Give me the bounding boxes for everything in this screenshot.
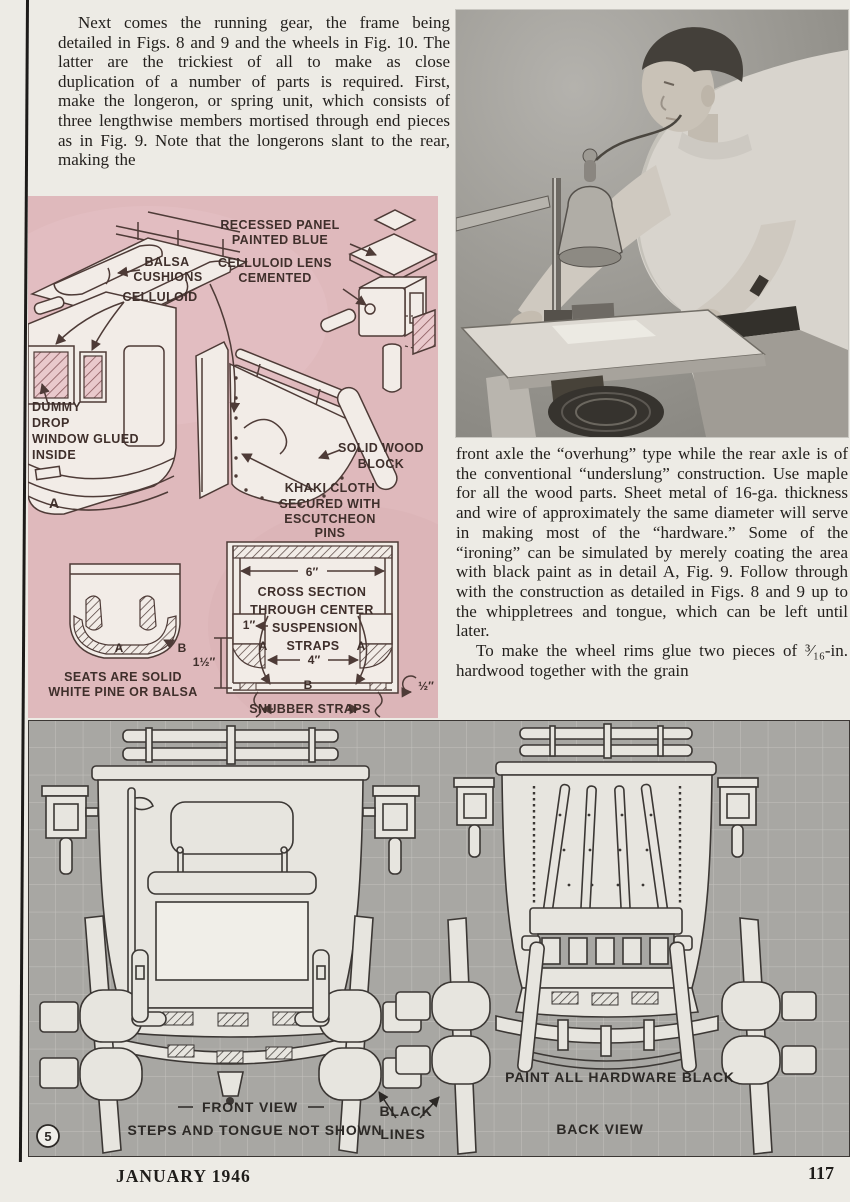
label-seats-line1: SEATS ARE SOLID bbox=[64, 670, 182, 684]
label-strap-a-right: A bbox=[356, 639, 366, 653]
article-paragraph-right-1: front axle the “overhung” type while the rear axle is of the conventional “underslung” construction. Use maple for all the wood parts. Sheet metal of 16-ga. thickness and wire of approximately the same diameter will serve in making most of the “hardware.” Some of the “ironing” can be simulated by merely coating the area with black paint as in detail A, Fig. 9. Follow through with the construction as detailed in Figs. 8 and 9 up to the whippletrees and tongue, which can be left until later. bbox=[456, 444, 848, 641]
label-strap-a-left: A bbox=[258, 639, 268, 653]
label-seat-a: A bbox=[114, 641, 124, 655]
figure-5-diagram bbox=[28, 720, 850, 1157]
label-lines: LINES bbox=[380, 1126, 426, 1142]
label-seats-line2: WHITE PINE OR BALSA bbox=[48, 685, 198, 699]
label-section-title-line1: CROSS SECTION bbox=[257, 585, 367, 599]
label-celluloid-lens-line2: CEMENTED bbox=[238, 271, 312, 285]
footer-issue-date: JANUARY 1946 bbox=[116, 1166, 251, 1186]
label-celluloid-lens-line1: CELLULOID LENS bbox=[218, 256, 332, 270]
label-khaki-line3: ESCUTCHEON bbox=[284, 512, 376, 526]
seat-section-drawing bbox=[70, 564, 180, 658]
label-balsa-line2: CUSHIONS bbox=[133, 270, 203, 284]
label-balsa-line1: BALSA bbox=[144, 255, 190, 269]
label-suspension-line2: STRAPS bbox=[286, 639, 340, 653]
label-solid-wood-line2: BLOCK bbox=[357, 457, 405, 471]
label-khaki-line4: PINS bbox=[314, 526, 346, 540]
article-paragraph-left: Next comes the running gear, the frame being detailed in Figs. 8 and 9 and the wheels in Fig. 10. The latter are the trickiest of all to make as close duplication of a number of parts is required. First, make the longeron, or spring unit, which consists of three lengthwise members mortised through end pieces as in Fig. 9. Note that the longerons slant to the rear, making the bbox=[58, 13, 450, 170]
figure-a-art bbox=[28, 196, 438, 718]
label-b: B bbox=[303, 678, 313, 692]
label-celluloid: CELLULOID bbox=[122, 290, 198, 304]
workshop-photo bbox=[456, 10, 848, 437]
label-solid-wood-line1: SOLID WOOD bbox=[338, 441, 424, 455]
label-dummy-line3: WINDOW GLUED bbox=[32, 432, 139, 446]
label-back-view: BACK VIEW bbox=[556, 1121, 644, 1137]
workshop-photo-art bbox=[456, 10, 848, 437]
figure-a-panel bbox=[28, 196, 438, 718]
label-dummy-line4: INSIDE bbox=[32, 448, 77, 462]
label-dummy-line1: DUMMY bbox=[32, 400, 82, 414]
label-front-view: FRONT VIEW bbox=[202, 1099, 298, 1115]
label-recessed-panel-line1: RECESSED PANEL bbox=[220, 218, 340, 232]
figure-5-art bbox=[28, 720, 850, 1157]
label-recessed-panel-line2: PAINTED BLUE bbox=[231, 233, 329, 247]
label-seat-b: B bbox=[177, 641, 187, 655]
footer-page-number: 117 bbox=[808, 1163, 835, 1183]
label-black: BLACK bbox=[379, 1103, 433, 1119]
label-khaki-line2: SECURED WITH bbox=[279, 497, 381, 511]
label-paint-hardware: PAINT ALL HARDWARE BLACK bbox=[505, 1069, 735, 1085]
label-one-inch: 1″ bbox=[242, 618, 256, 632]
label-half-inch: ½″ bbox=[418, 679, 434, 693]
label-height-dim: 1½″ bbox=[192, 655, 216, 669]
label-section-title-line2: THROUGH CENTER bbox=[250, 603, 374, 617]
label-dummy-line2: DROP bbox=[32, 416, 70, 430]
label-suspension-line1: SUSPENSION bbox=[272, 621, 358, 635]
article-column-right bbox=[456, 444, 848, 680]
article-paragraph-right-2: To make the wheel rims glue two pieces of ³⁄₁₆-in. hardwood together with the grain bbox=[456, 641, 848, 680]
label-four-inch: 4″ bbox=[307, 653, 321, 667]
lamp-exploded-drawing bbox=[319, 210, 436, 392]
figure-number: 5 bbox=[44, 1129, 52, 1144]
label-steps-tongue: STEPS AND TONGUE NOT SHOWN bbox=[127, 1122, 383, 1138]
label-section-width: 6″ bbox=[305, 565, 319, 579]
label-snubber-straps: SNUBBER STRAPS bbox=[249, 702, 371, 716]
label-detail-a: A bbox=[48, 495, 60, 511]
label-khaki-line1: KHAKI CLOTH bbox=[284, 481, 376, 495]
